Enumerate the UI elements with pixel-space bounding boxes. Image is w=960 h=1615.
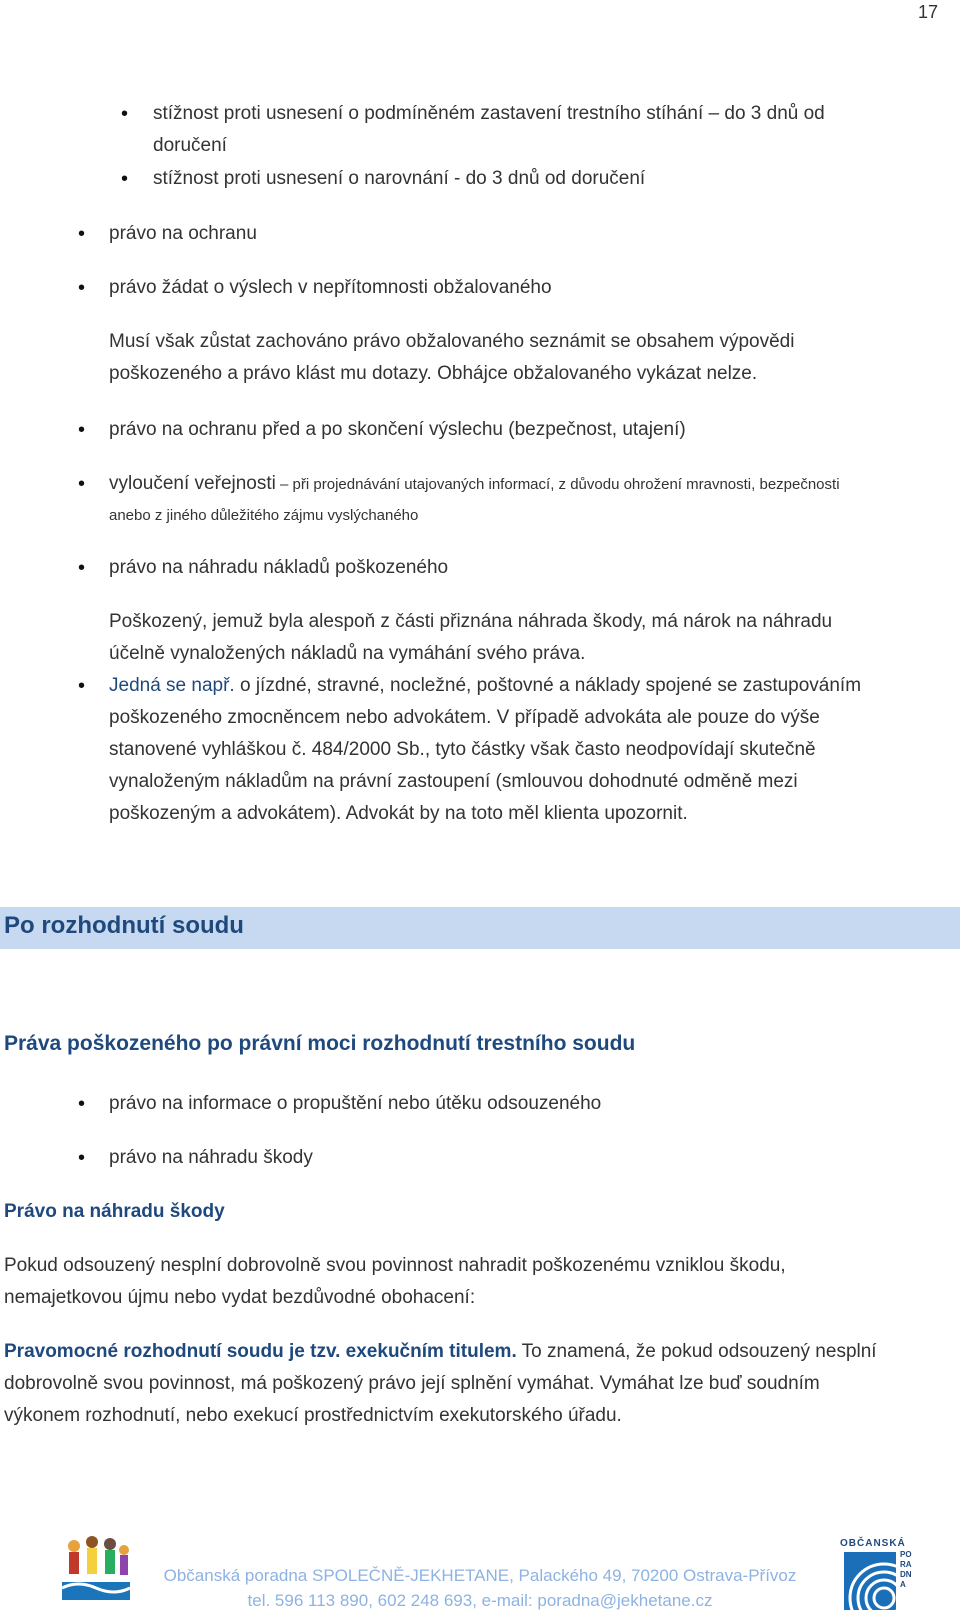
list-item-line: poškozeného zmocněncem nebo advokátem. V případě advokáta ale pouze do výše (109, 707, 820, 728)
list-item-line (109, 734, 940, 766)
bullet-dot: • (78, 419, 86, 441)
list-item-informace: právo na informace o propuštění nebo útěku odsouzeného (109, 1093, 602, 1114)
bullet-dot: • (121, 168, 129, 190)
logo-text-top: OBČANSKÁ (840, 1538, 906, 1549)
paragraph-line: poškozeného a právo klást mu dotazy. Obhájce obžalovaného vykázat nelze. (109, 363, 758, 384)
list-item-vyslech: právo žádat o výslech v nepřítomnosti obžalovaného (109, 277, 552, 298)
paragraph-line: nemajetkovou újmu nebo vydat bezdůvodné obohacení: (4, 1287, 476, 1308)
emphasis-text: Pravomocné rozhodnutí soudu je tzv. exekučním titulem. (4, 1341, 517, 1362)
section-title: Po rozhodnutí soudu (4, 912, 244, 939)
bullet-dot: • (78, 277, 86, 299)
organization-logo-left (60, 1530, 132, 1602)
paragraph-line: Pokud odsouzený nesplní dobrovolně svou povinnost nahradit poškozenému vzniklou škodu, (4, 1255, 786, 1276)
footer-contact: tel. 596 113 890, 602 248 693, e-mail: poradna@jekhetane.cz (247, 1591, 713, 1610)
page-number: 17 (917, 2, 938, 22)
list-item-detail-line2: anebo z jiného důležitého zájmu vyslýchaného (109, 507, 419, 524)
paragraph-line: účelně vynaložených nákladů na vymáhání svého práva. (109, 643, 586, 664)
footer-address: Občanská poradna SPOLEČNĚ-JEKHETANE, Palackého 49, 70200 Ostrava-Přívoz (163, 1566, 797, 1585)
sub-item-2: stížnost proti usnesení o narovnání - do 3 dnů od doručení (153, 168, 646, 189)
sub-item-1-line2: doručení (153, 135, 227, 156)
list-item-text: , tyto částky však často neodpovídají skutečně (424, 739, 816, 760)
paragraph-line: výkonem rozhodnutí, nebo exekucí prostřednictvím exekutorského úřadu. (4, 1405, 622, 1426)
bullet-dot: • (121, 103, 129, 125)
bullet-dot: • (78, 557, 86, 579)
bullet-dot: • (78, 1147, 86, 1169)
bullet-dot: • (78, 223, 86, 245)
law-reference: stanovené vyhláškou č. 484/2000 Sb. (109, 739, 425, 760)
list-item-line: vynaloženým nákladům na právní zastoupení (smlouvou dohodnuté odměně mezi (109, 771, 798, 792)
organization-logo-right (838, 1538, 918, 1610)
list-item-text: o jízdné, stravné, nocležné, poštovné a náklady spojené se zastupováním (234, 675, 862, 696)
list-item-naklady: právo na náhradu nákladů poškozeného (109, 557, 449, 578)
logo-mark (844, 1552, 896, 1610)
sub-item-1-line1: stížnost proti usnesení o podmíněném zastavení trestního stíhání – do 3 dnů od (153, 103, 825, 124)
paragraph-line: Musí však zůstat zachováno právo obžalovaného seznámit se obsahem výpovědi (109, 331, 795, 352)
paragraph-line (4, 1336, 940, 1368)
list-item-line (109, 670, 940, 702)
section-subtitle: Práva poškozeného po právní moci rozhodnutí trestního soudu (4, 1032, 636, 1055)
list-item-ochrana-vyslechu: právo na ochranu před a po skončení výslechu (bezpečnost, utajení) (109, 419, 686, 440)
bullet-dot: • (78, 1093, 86, 1115)
list-item-detail: – při projednávání utajovaných informací, z důvodu ohrožení mravnosti, bezpečnosti (275, 476, 840, 493)
list-item-nahrada-skody: právo na náhradu škody (109, 1147, 313, 1168)
bullet-dot: • (78, 473, 86, 495)
list-item-line: poškozeným a advokátem). Advokát by na toto měl klienta upozornit. (109, 803, 688, 824)
list-item-vylouceni (109, 468, 940, 501)
logo-text-side: PORADNA (900, 1550, 912, 1589)
list-item-ochrana: právo na ochranu (109, 223, 257, 244)
list-item-label: vyloučení veřejnosti (109, 473, 276, 494)
bullet-dot: • (78, 675, 86, 697)
list-item-lead: Jedná se např. (109, 675, 235, 696)
subsection-heading: Právo na náhradu škody (4, 1201, 225, 1222)
paragraph-line: Poškozený, jemuž byla alespoň z části přiznána náhrada škody, má nárok na náhradu (109, 611, 833, 632)
paragraph-text: To znamená, že pokud odsouzený nesplní (516, 1341, 877, 1362)
paragraph-line: dobrovolně svou povinnost, má poškozený právo její splnění vymáhat. Vymáhat lze buď soudním (4, 1373, 820, 1394)
